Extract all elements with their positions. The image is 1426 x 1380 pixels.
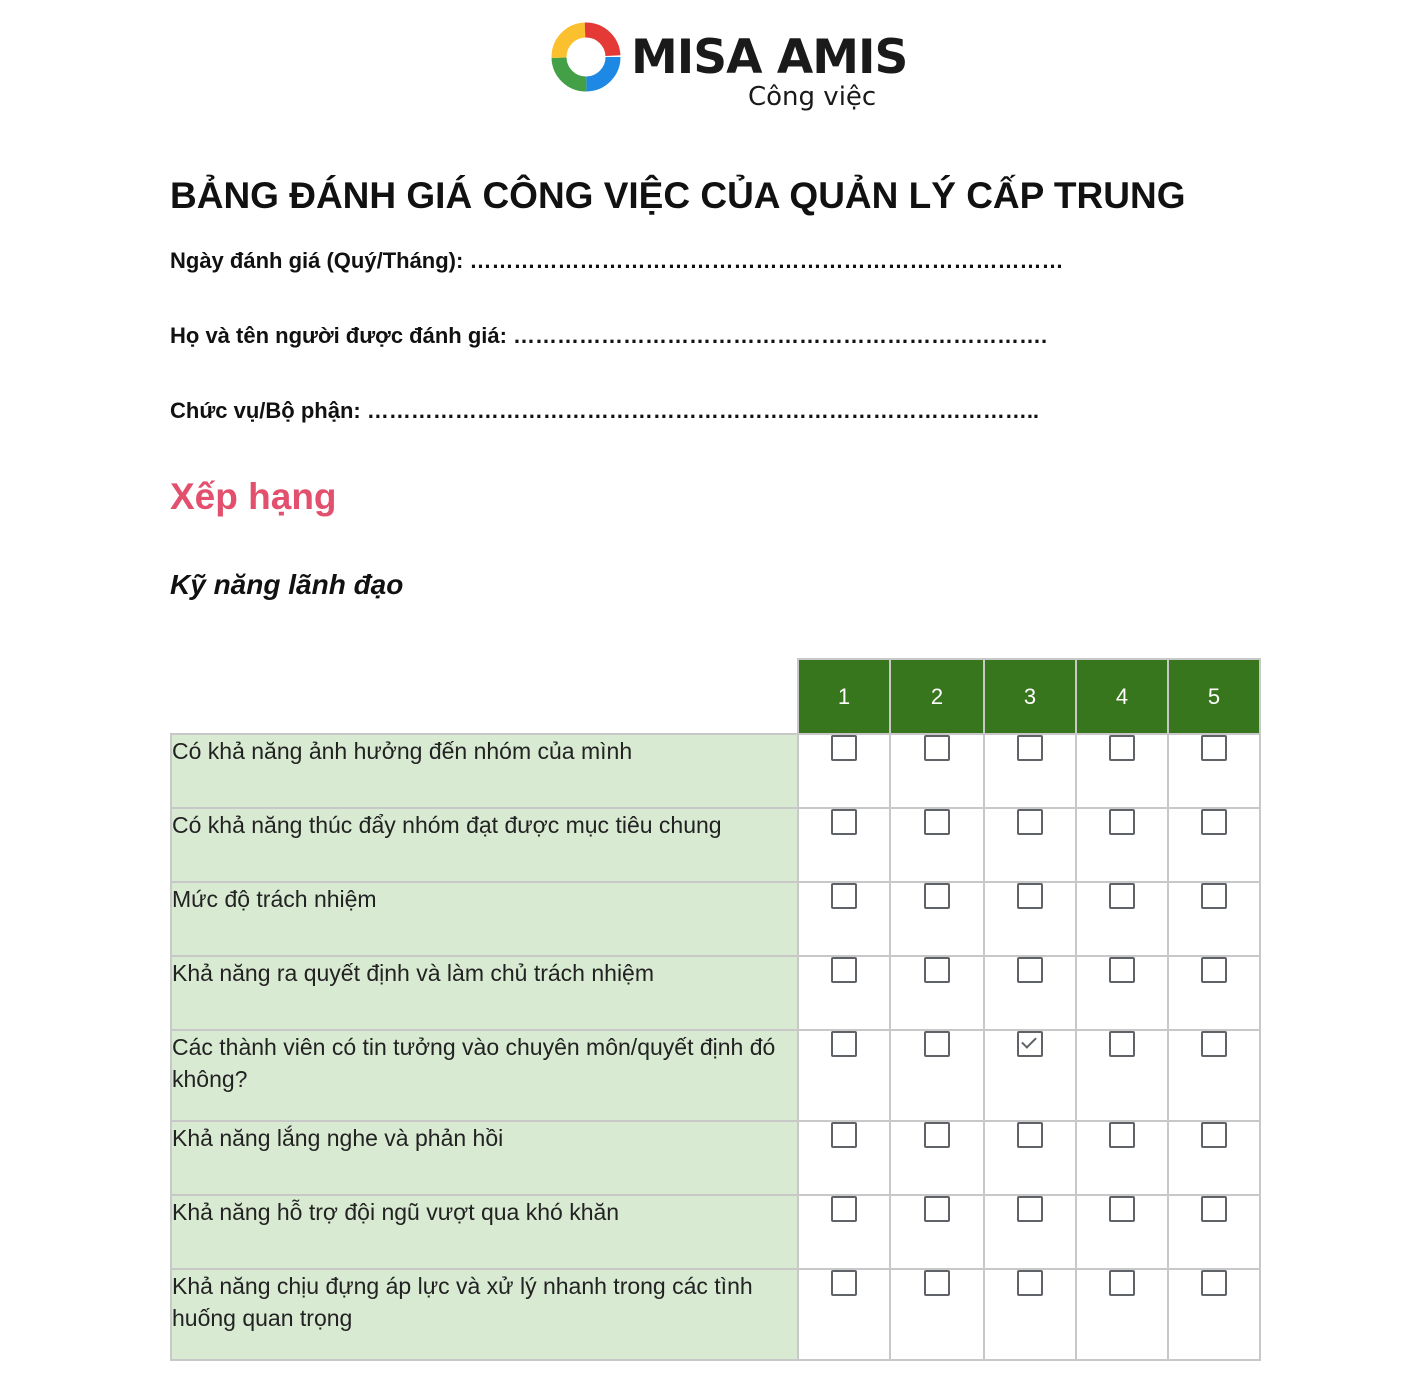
rating-cell [890,1195,984,1269]
rating-checkbox-1[interactable] [831,883,857,909]
logo-brand-text: MISA AMIS [631,30,908,85]
scale-header-5: 5 [1168,659,1260,734]
rating-cell [1168,882,1260,956]
rating-cell [798,1121,890,1195]
rating-checkbox-4[interactable] [1109,1122,1135,1148]
rating-cell [1168,734,1260,808]
rating-checkbox-4[interactable] [1109,957,1135,983]
rating-cell [1168,1030,1260,1121]
rating-checkbox-4[interactable] [1109,809,1135,835]
rating-checkbox-5[interactable] [1201,957,1227,983]
rating-checkbox-1[interactable] [831,1031,857,1057]
rating-cell [798,734,890,808]
field-employee-name: Họ và tên người được đánh giá: ………………………………………………………………. [170,323,1048,348]
rating-cell [798,1030,890,1121]
rating-checkbox-5[interactable] [1201,1196,1227,1222]
rating-cell [1076,1030,1168,1121]
rating-cell [890,1030,984,1121]
table-row [171,1121,1260,1195]
rating-cell [890,882,984,956]
rating-cell [1076,882,1168,956]
rating-table-body [171,734,1260,1360]
rating-cell [1076,956,1168,1030]
misa-logo-icon [551,22,621,92]
rating-cell [984,1269,1076,1360]
criterion-label: Khả năng hỗ trợ đội ngũ vượt qua khó khăn [171,1195,798,1269]
rating-checkbox-3[interactable] [1017,1122,1043,1148]
rating-checkbox-5[interactable] [1201,1122,1227,1148]
rating-checkbox-2[interactable] [924,883,950,909]
table-row [171,956,1260,1030]
criterion-label: Các thành viên có tin tưởng vào chuyên môn/quyết định đó không? [171,1030,798,1121]
rating-cell [890,1269,984,1360]
table-row [171,808,1260,882]
scale-header-4: 4 [1076,659,1168,734]
rating-cell [1076,1121,1168,1195]
scale-header-1: 1 [798,659,890,734]
rating-cell [984,734,1076,808]
rating-checkbox-4[interactable] [1109,735,1135,761]
rating-checkbox-1[interactable] [831,1196,857,1222]
rating-cell [798,1195,890,1269]
table-row [171,1269,1260,1360]
rating-cell [798,882,890,956]
rating-checkbox-4[interactable] [1109,1270,1135,1296]
rating-cell [984,1030,1076,1121]
table-row [171,882,1260,956]
rating-cell [1076,734,1168,808]
rating-cell [984,1195,1076,1269]
table-row [171,1195,1260,1269]
rating-checkbox-1[interactable] [831,809,857,835]
header-blank-cell [171,659,798,734]
rating-checkbox-5[interactable] [1201,883,1227,909]
rating-checkbox-3[interactable] [1017,1270,1043,1296]
misa-amis-logo [551,22,908,118]
rating-checkbox-5[interactable] [1201,1031,1227,1057]
criterion-label: Có khả năng thúc đẩy nhóm đạt được mục tiêu chung [171,808,798,882]
rating-checkbox-3[interactable] [1017,957,1043,983]
criterion-label: Khả năng lắng nghe và phản hồi [171,1121,798,1195]
rating-checkbox-2[interactable] [924,1196,950,1222]
rating-cell [1076,808,1168,882]
rating-checkbox-1[interactable] [831,957,857,983]
rating-cell [984,1121,1076,1195]
subsection-title: Kỹ năng lãnh đạo [170,569,404,600]
rating-cell [1168,1195,1260,1269]
rating-cell [1168,956,1260,1030]
rating-cell [890,808,984,882]
scale-header-3: 3 [984,659,1076,734]
rating-checkbox-2[interactable] [924,957,950,983]
rating-checkbox-3[interactable] [1017,809,1043,835]
rating-checkbox-1[interactable] [831,735,857,761]
document-title: BẢNG ĐÁNH GIÁ CÔNG VIỆC CỦA QUẢN LÝ CẤP TRUNG [170,175,1186,216]
rating-checkbox-1[interactable] [831,1122,857,1148]
criterion-label: Khả năng ra quyết định và làm chủ trách nhiệm [171,956,798,1030]
rating-cell [1168,1269,1260,1360]
rating-checkbox-2[interactable] [924,1031,950,1057]
rating-cell [890,734,984,808]
rating-cell [890,956,984,1030]
rating-checkbox-4[interactable] [1109,883,1135,909]
criterion-label: Mức độ trách nhiệm [171,882,798,956]
rating-checkbox-3[interactable] [1017,1031,1043,1057]
rating-checkbox-5[interactable] [1201,735,1227,761]
rating-checkbox-4[interactable] [1109,1031,1135,1057]
rating-cell [890,1121,984,1195]
rating-cell [1168,1121,1260,1195]
rating-checkbox-1[interactable] [831,1270,857,1296]
rating-cell [984,808,1076,882]
criterion-label: Có khả năng ảnh hưởng đến nhóm của mình [171,734,798,808]
rating-cell [1168,808,1260,882]
rating-cell [798,1269,890,1360]
field-review-date: Ngày đánh giá (Quý/Tháng): ……………………………………………………………………… [170,248,1064,273]
scale-header-2: 2 [890,659,984,734]
field-position-department: Chức vụ/Bộ phận: ……………………………………………………………………………….. [170,398,1040,423]
rating-checkbox-2[interactable] [924,1270,950,1296]
rating-checkbox-2[interactable] [924,1122,950,1148]
rating-checkbox-5[interactable] [1201,1270,1227,1296]
rating-checkbox-2[interactable] [924,735,950,761]
rating-cell [1076,1269,1168,1360]
rating-table [170,658,1261,1361]
rating-checkbox-3[interactable] [1017,1196,1043,1222]
criterion-label: Khả năng chịu đựng áp lực và xử lý nhanh trong các tình huống quan trọng [171,1269,798,1360]
rating-cell [984,956,1076,1030]
section-title: Xếp hạng [170,476,337,517]
table-row [171,734,1260,808]
rating-cell [798,808,890,882]
rating-cell [1076,1195,1168,1269]
rating-cell [984,882,1076,956]
rating-checkbox-3[interactable] [1017,735,1043,761]
rating-cell [798,956,890,1030]
rating-checkbox-4[interactable] [1109,1196,1135,1222]
rating-checkbox-5[interactable] [1201,809,1227,835]
table-row [171,1030,1260,1121]
rating-checkbox-2[interactable] [924,809,950,835]
logo-subtitle-text: Công việc [748,82,877,112]
rating-checkbox-3[interactable] [1017,883,1043,909]
